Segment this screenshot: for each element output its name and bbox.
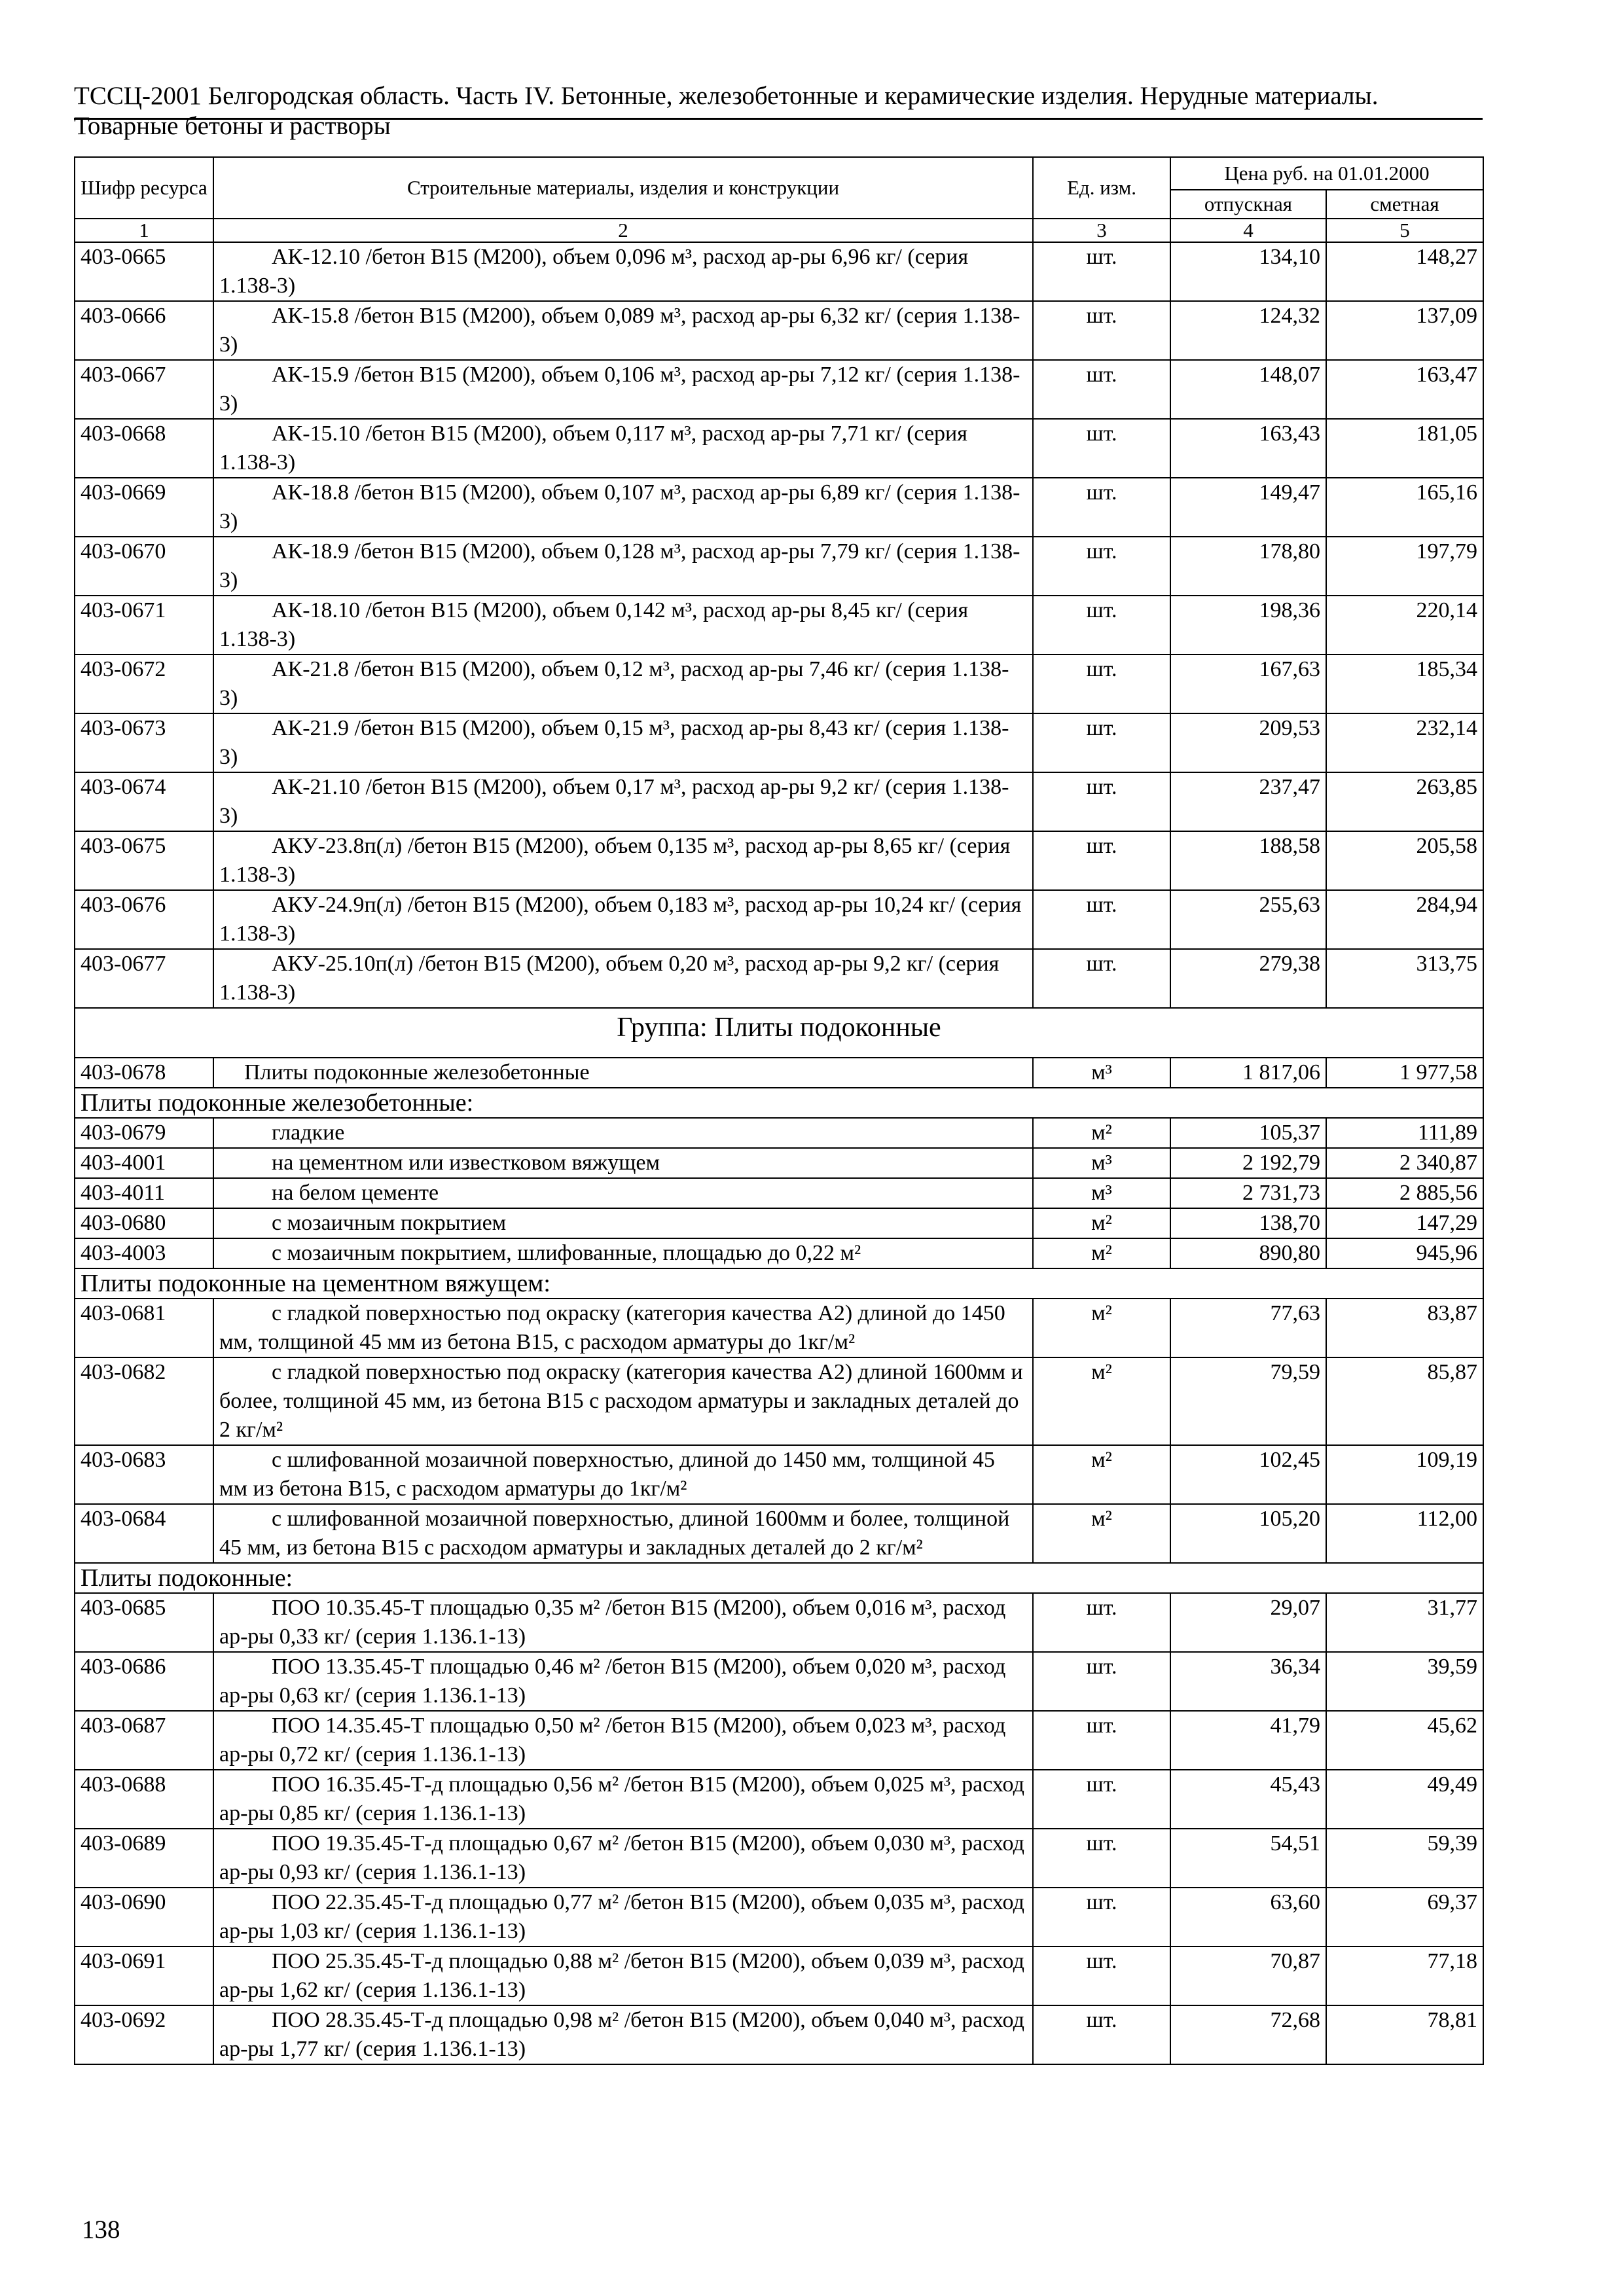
resource-name xyxy=(213,1888,1033,1946)
resource-unit: шт. xyxy=(1033,242,1170,301)
price-release: 1 817,06 xyxy=(1170,1058,1326,1088)
resource-name xyxy=(213,1357,1033,1445)
price-release: 105,37 xyxy=(1170,1118,1326,1148)
price-estimate: 111,89 xyxy=(1326,1118,1483,1148)
resource-name xyxy=(213,478,1033,537)
resource-name-text: с мозаичным покрытием xyxy=(272,1211,507,1235)
resource-name xyxy=(213,1652,1033,1711)
resource-code: 403-0679 xyxy=(75,1118,213,1148)
price-release: 36,34 xyxy=(1170,1652,1326,1711)
resource-unit: м² xyxy=(1033,1445,1170,1504)
table-row xyxy=(75,1504,1483,1563)
resource-code: 403-4001 xyxy=(75,1148,213,1178)
resource-code: 403-0682 xyxy=(75,1357,213,1445)
resource-unit: шт. xyxy=(1033,1711,1170,1770)
price-estimate: 263,85 xyxy=(1326,772,1483,831)
table-row xyxy=(75,1888,1483,1946)
resource-code: 403-0690 xyxy=(75,1888,213,1946)
resource-unit: шт. xyxy=(1033,596,1170,655)
table-row xyxy=(75,301,1483,360)
resource-name xyxy=(213,360,1033,419)
price-release: 198,36 xyxy=(1170,596,1326,655)
subheading: Плиты подоконные железобетонные: xyxy=(75,1088,1483,1118)
resource-unit: м² xyxy=(1033,1118,1170,1148)
resource-code: 403-4003 xyxy=(75,1238,213,1268)
price-estimate: 77,18 xyxy=(1326,1946,1483,2005)
price-release: 72,68 xyxy=(1170,2005,1326,2064)
col-header-code: Шифр ресурса xyxy=(75,157,213,219)
col-number: 4 xyxy=(1170,219,1326,242)
price-estimate: 59,39 xyxy=(1326,1829,1483,1888)
resource-unit: шт. xyxy=(1033,831,1170,890)
resource-name xyxy=(213,1178,1033,1208)
resource-name-text: ПОО 22.35.45-Т-д площадью 0,77 м² /бетон В15 (М200), объем 0,035 м³, расход ар-ры 1,03 кг/ (серия 1.136.1-13) xyxy=(219,1890,1024,1943)
resource-name-text: АК-12.10 /бетон В15 (М200), объем 0,096 м³, расход ар-ры 6,96 кг/ (серия 1.138-3) xyxy=(219,245,969,298)
price-release: 255,63 xyxy=(1170,890,1326,949)
resource-unit: шт. xyxy=(1033,655,1170,713)
price-estimate: 109,19 xyxy=(1326,1445,1483,1504)
resource-name xyxy=(213,1770,1033,1829)
table-row xyxy=(75,772,1483,831)
resource-name-text: АК-15.9 /бетон В15 (М200), объем 0,106 м³, расход ар-ры 7,12 кг/ (серия 1.138-3) xyxy=(219,363,1020,416)
price-estimate: 2 885,56 xyxy=(1326,1178,1483,1208)
price-release: 45,43 xyxy=(1170,1770,1326,1829)
price-release: 54,51 xyxy=(1170,1829,1326,1888)
resource-name xyxy=(213,1148,1033,1178)
resource-code: 403-0685 xyxy=(75,1593,213,1652)
resource-name xyxy=(213,537,1033,596)
resource-name xyxy=(213,1593,1033,1652)
resource-code: 403-0671 xyxy=(75,596,213,655)
resource-unit: шт. xyxy=(1033,713,1170,772)
resource-code: 403-0674 xyxy=(75,772,213,831)
price-release: 178,80 xyxy=(1170,537,1326,596)
resource-unit: м² xyxy=(1033,1357,1170,1445)
table-row xyxy=(75,1652,1483,1711)
table-row xyxy=(75,890,1483,949)
price-estimate: 78,81 xyxy=(1326,2005,1483,2064)
table-body-block4 xyxy=(75,1593,1483,2064)
resource-unit: шт. xyxy=(1033,2005,1170,2064)
resource-code: 403-0681 xyxy=(75,1299,213,1357)
col-number: 1 xyxy=(75,219,213,242)
resource-unit: шт. xyxy=(1033,301,1170,360)
resource-code: 403-0686 xyxy=(75,1652,213,1711)
resource-unit: м³ xyxy=(1033,1148,1170,1178)
table-row xyxy=(75,655,1483,713)
price-estimate: 39,59 xyxy=(1326,1652,1483,1711)
resource-code: 403-0678 xyxy=(75,1058,213,1088)
resource-unit: шт. xyxy=(1033,419,1170,478)
resource-name xyxy=(213,1299,1033,1357)
resource-name xyxy=(213,596,1033,655)
table-row xyxy=(75,713,1483,772)
price-estimate: 2 340,87 xyxy=(1326,1148,1483,1178)
table-row xyxy=(75,596,1483,655)
table-row xyxy=(75,831,1483,890)
price-release: 279,38 xyxy=(1170,949,1326,1008)
price-release: 79,59 xyxy=(1170,1357,1326,1445)
table-header xyxy=(75,157,1483,242)
resource-code: 403-0683 xyxy=(75,1445,213,1504)
price-release: 2 731,73 xyxy=(1170,1178,1326,1208)
price-estimate: 45,62 xyxy=(1326,1711,1483,1770)
resource-code: 403-0665 xyxy=(75,242,213,301)
resource-unit: шт. xyxy=(1033,360,1170,419)
table-row xyxy=(75,1770,1483,1829)
resource-name-text: Плиты подоконные железобетонные xyxy=(244,1060,590,1085)
resource-name-text: АК-21.9 /бетон В15 (М200), объем 0,15 м³, расход ар-ры 8,43 кг/ (серия 1.138-3) xyxy=(219,716,1009,769)
table-row xyxy=(75,1238,1483,1268)
resource-code: 403-0667 xyxy=(75,360,213,419)
table-row xyxy=(75,1946,1483,2005)
resource-name xyxy=(213,949,1033,1008)
table-subheading-3 xyxy=(75,1563,1483,1593)
resource-name-text: ПОО 10.35.45-Т площадью 0,35 м² /бетон В15 (М200), объем 0,016 м³, расход ар-ры 0,33 кг/ (серия 1.136.1-13) xyxy=(219,1596,1006,1649)
resource-name-text: ПОО 13.35.45-Т площадью 0,46 м² /бетон В15 (М200), объем 0,020 м³, расход ар-ры 0,63 кг/ (серия 1.136.1-13) xyxy=(219,1655,1006,1708)
resource-code: 403-0666 xyxy=(75,301,213,360)
resource-name xyxy=(213,1058,1033,1088)
price-estimate: 49,49 xyxy=(1326,1770,1483,1829)
resource-unit: шт. xyxy=(1033,1946,1170,2005)
subheading: Плиты подоконные: xyxy=(75,1563,1483,1593)
resource-unit: м² xyxy=(1033,1208,1170,1238)
resource-name-text: гладкие xyxy=(272,1121,345,1145)
resource-name-text: АК-18.8 /бетон В15 (М200), объем 0,107 м³, расход ар-ры 6,89 кг/ (серия 1.138-3) xyxy=(219,480,1020,533)
price-estimate: 137,09 xyxy=(1326,301,1483,360)
resource-name-text: ПОО 19.35.45-Т-д площадью 0,67 м² /бетон В15 (М200), объем 0,030 м³, расход ар-ры 0,93 кг/ (серия 1.136.1-13) xyxy=(219,1831,1024,1884)
resource-unit: м³ xyxy=(1033,1058,1170,1088)
resource-code: 403-0675 xyxy=(75,831,213,890)
resource-unit: шт. xyxy=(1033,1888,1170,1946)
resource-name-text: ПОО 14.35.45-Т площадью 0,50 м² /бетон В15 (М200), объем 0,023 м³, расход ар-ры 0,72 кг/ (серия 1.136.1-13) xyxy=(219,1713,1006,1767)
price-estimate: 185,34 xyxy=(1326,655,1483,713)
resource-code: 403-0677 xyxy=(75,949,213,1008)
table-row xyxy=(75,2005,1483,2064)
resource-code: 403-0676 xyxy=(75,890,213,949)
price-release: 167,63 xyxy=(1170,655,1326,713)
resource-name-text: АК-18.10 /бетон В15 (М200), объем 0,142 м³, расход ар-ры 8,45 кг/ (серия 1.138-3) xyxy=(219,598,969,651)
resource-name-text: АКУ-24.9п(л) /бетон В15 (М200), объем 0,183 м³, расход ар-ры 10,24 кг/ (серия 1.138-3) xyxy=(219,893,1022,946)
price-release: 2 192,79 xyxy=(1170,1148,1326,1178)
resource-unit: шт. xyxy=(1033,772,1170,831)
table-row xyxy=(75,1118,1483,1148)
price-release: 41,79 xyxy=(1170,1711,1326,1770)
price-estimate: 1 977,58 xyxy=(1326,1058,1483,1088)
subheading: Плиты подоконные на цементном вяжущем: xyxy=(75,1268,1483,1299)
price-release: 237,47 xyxy=(1170,772,1326,831)
col-number: 3 xyxy=(1033,219,1170,242)
resource-name-text: АКУ-23.8п(л) /бетон В15 (М200), объем 0,135 м³, расход ар-ры 8,65 кг/ (серия 1.138-3) xyxy=(219,834,1011,887)
resource-unit: шт. xyxy=(1033,949,1170,1008)
table-group xyxy=(75,1008,1483,1118)
document-header xyxy=(74,81,1483,141)
col-header-name: Строительные материалы, изделия и конструкции xyxy=(213,157,1033,219)
resource-unit: шт. xyxy=(1033,1652,1170,1711)
resource-code: 403-0688 xyxy=(75,1770,213,1829)
table-row xyxy=(75,242,1483,301)
resource-name-text: с мозаичным покрытием, шлифованные, площадью до 0,22 м² xyxy=(272,1241,861,1265)
col-header-estimate: сметная xyxy=(1326,190,1483,219)
resource-name xyxy=(213,1829,1033,1888)
resource-name-text: с гладкой поверхностью под окраску (категория качества А2) длиной до 1450 мм, толщиной 45 мм из бетона В15, с расходом арматуры до 1кг/м² xyxy=(219,1301,1005,1354)
price-release: 124,32 xyxy=(1170,301,1326,360)
price-estimate: 220,14 xyxy=(1326,596,1483,655)
price-estimate: 31,77 xyxy=(1326,1593,1483,1652)
resource-name xyxy=(213,242,1033,301)
table-row xyxy=(75,1058,1483,1088)
resource-name-text: АК-21.8 /бетон В15 (М200), объем 0,12 м³, расход ар-ры 7,46 кг/ (серия 1.138-3) xyxy=(219,657,1009,710)
resource-unit: шт. xyxy=(1033,1593,1170,1652)
price-estimate: 165,16 xyxy=(1326,478,1483,537)
table-subheading-2 xyxy=(75,1268,1483,1299)
resource-unit: шт. xyxy=(1033,1829,1170,1888)
price-release: 890,80 xyxy=(1170,1238,1326,1268)
col-number: 5 xyxy=(1326,219,1483,242)
table-body-block1 xyxy=(75,242,1483,1008)
resource-name-text: АК-15.10 /бетон В15 (М200), объем 0,117 м³, расход ар-ры 7,71 кг/ (серия 1.138-3) xyxy=(219,422,967,475)
resource-code: 403-0680 xyxy=(75,1208,213,1238)
resource-code: 403-0684 xyxy=(75,1504,213,1563)
table-body-block2 xyxy=(75,1118,1483,1268)
resource-name xyxy=(213,1504,1033,1563)
table-row xyxy=(75,478,1483,537)
resource-unit: шт. xyxy=(1033,537,1170,596)
col-header-unit: Ед. изм. xyxy=(1033,157,1170,219)
price-table xyxy=(74,156,1484,2065)
table-row xyxy=(75,949,1483,1008)
col-header-release: отпускная xyxy=(1170,190,1326,219)
table-row xyxy=(75,1299,1483,1357)
table-row xyxy=(75,1178,1483,1208)
resource-name xyxy=(213,655,1033,713)
table-row xyxy=(75,1445,1483,1504)
resource-code: 403-0691 xyxy=(75,1946,213,2005)
resource-name-text: АК-21.10 /бетон В15 (М200), объем 0,17 м³, расход ар-ры 9,2 кг/ (серия 1.138-3) xyxy=(219,775,1009,828)
price-estimate: 313,75 xyxy=(1326,949,1483,1008)
resource-name xyxy=(213,1208,1033,1238)
resource-name-text: АК-15.8 /бетон В15 (М200), объем 0,089 м³, расход ар-ры 6,32 кг/ (серия 1.138-3) xyxy=(219,304,1020,357)
resource-name-text: АК-18.9 /бетон В15 (М200), объем 0,128 м³, расход ар-ры 7,79 кг/ (серия 1.138-3) xyxy=(219,539,1020,592)
price-release: 209,53 xyxy=(1170,713,1326,772)
table-row xyxy=(75,1593,1483,1652)
resource-code: 403-0687 xyxy=(75,1711,213,1770)
resource-name xyxy=(213,1238,1033,1268)
header-rule xyxy=(74,118,1483,120)
col-header-price: Цена руб. на 01.01.2000 xyxy=(1170,157,1483,190)
price-estimate: 945,96 xyxy=(1326,1238,1483,1268)
resource-name-text: ПОО 28.35.45-Т-д площадью 0,98 м² /бетон В15 (М200), объем 0,040 м³, расход ар-ры 1,77 кг/ (серия 1.136.1-13) xyxy=(219,2008,1024,2061)
col-number: 2 xyxy=(213,219,1033,242)
price-release: 105,20 xyxy=(1170,1504,1326,1563)
resource-name-text: ПОО 25.35.45-Т-д площадью 0,88 м² /бетон В15 (М200), объем 0,039 м³, расход ар-ры 1,62 кг/ (серия 1.136.1-13) xyxy=(219,1949,1024,2002)
resource-code: 403-0670 xyxy=(75,537,213,596)
price-release: 77,63 xyxy=(1170,1299,1326,1357)
price-release: 29,07 xyxy=(1170,1593,1326,1652)
resource-name xyxy=(213,301,1033,360)
price-release: 188,58 xyxy=(1170,831,1326,890)
price-release: 63,60 xyxy=(1170,1888,1326,1946)
price-estimate: 112,00 xyxy=(1326,1504,1483,1563)
table-row xyxy=(75,360,1483,419)
resource-code: 403-0669 xyxy=(75,478,213,537)
resource-name-text: с шлифованной мозаичной поверхностью, длиной 1600мм и более, толщиной 45 мм, из бетона В15 с расходом арматуры и закладных деталей до 2 кг/м² xyxy=(219,1507,1010,1560)
page-number: 138 xyxy=(82,2215,120,2244)
price-estimate: 232,14 xyxy=(1326,713,1483,772)
price-release: 102,45 xyxy=(1170,1445,1326,1504)
resource-name xyxy=(213,1711,1033,1770)
price-estimate: 83,87 xyxy=(1326,1299,1483,1357)
resource-code: 403-0668 xyxy=(75,419,213,478)
resource-code: 403-0673 xyxy=(75,713,213,772)
resource-unit: шт. xyxy=(1033,478,1170,537)
price-release: 134,10 xyxy=(1170,242,1326,301)
resource-unit: м³ xyxy=(1033,1178,1170,1208)
resource-code: 403-0672 xyxy=(75,655,213,713)
resource-name xyxy=(213,1946,1033,2005)
resource-unit: м² xyxy=(1033,1504,1170,1563)
resource-name xyxy=(213,2005,1033,2064)
table-row xyxy=(75,537,1483,596)
resource-name-text: на белом цементе xyxy=(272,1181,439,1205)
price-estimate: 163,47 xyxy=(1326,360,1483,419)
table-row xyxy=(75,419,1483,478)
resource-name-text: с гладкой поверхностью под окраску (категория качества А2) длиной 1600мм и более, толщиной 45 мм, из бетона В15 с расходом арматуры и закладных деталей до 2 кг/м² xyxy=(219,1360,1023,1442)
table-row xyxy=(75,1357,1483,1445)
price-release: 138,70 xyxy=(1170,1208,1326,1238)
price-estimate: 284,94 xyxy=(1326,890,1483,949)
resource-code: 403-0692 xyxy=(75,2005,213,2064)
resource-name xyxy=(213,713,1033,772)
table-row xyxy=(75,1208,1483,1238)
price-estimate: 85,87 xyxy=(1326,1357,1483,1445)
resource-name-text: ПОО 16.35.45-Т-д площадью 0,56 м² /бетон В15 (М200), объем 0,025 м³, расход ар-ры 0,85 кг/ (серия 1.136.1-13) xyxy=(219,1772,1024,1825)
table-row xyxy=(75,1711,1483,1770)
group-title: Группа: Плиты подоконные xyxy=(75,1008,1483,1058)
table-body-block3 xyxy=(75,1299,1483,1563)
table-row xyxy=(75,1829,1483,1888)
price-estimate: 148,27 xyxy=(1326,242,1483,301)
resource-unit: шт. xyxy=(1033,890,1170,949)
resource-unit: м² xyxy=(1033,1238,1170,1268)
price-release: 149,47 xyxy=(1170,478,1326,537)
price-estimate: 197,79 xyxy=(1326,537,1483,596)
resource-name xyxy=(213,890,1033,949)
resource-code: 403-4011 xyxy=(75,1178,213,1208)
table-row xyxy=(75,1148,1483,1178)
price-estimate: 69,37 xyxy=(1326,1888,1483,1946)
resource-name-text: с шлифованной мозаичной поверхностью, длиной до 1450 мм, толщиной 45 мм из бетона В15, с расходом арматуры до 1кг/м² xyxy=(219,1448,995,1501)
resource-name xyxy=(213,1118,1033,1148)
resource-code: 403-0689 xyxy=(75,1829,213,1888)
price-release: 70,87 xyxy=(1170,1946,1326,2005)
resource-name-text: на цементном или известковом вяжущем xyxy=(272,1151,660,1175)
price-release: 148,07 xyxy=(1170,360,1326,419)
resource-unit: м² xyxy=(1033,1299,1170,1357)
price-release: 163,43 xyxy=(1170,419,1326,478)
resource-name xyxy=(213,419,1033,478)
price-estimate: 147,29 xyxy=(1326,1208,1483,1238)
resource-name xyxy=(213,1445,1033,1504)
resource-name xyxy=(213,772,1033,831)
price-estimate: 181,05 xyxy=(1326,419,1483,478)
resource-name-text: АКУ-25.10п(л) /бетон В15 (М200), объем 0,20 м³, расход ар-ры 9,2 кг/ (серия 1.138-3) xyxy=(219,952,1000,1005)
header-title: ТССЦ-2001 Белгородская область. Часть IV. Бетонные, железобетонные и керамические изделия. Нерудные материалы. Товарные бетоны и растворы xyxy=(74,82,1379,140)
resource-name xyxy=(213,831,1033,890)
resource-unit: шт. xyxy=(1033,1770,1170,1829)
price-estimate: 205,58 xyxy=(1326,831,1483,890)
